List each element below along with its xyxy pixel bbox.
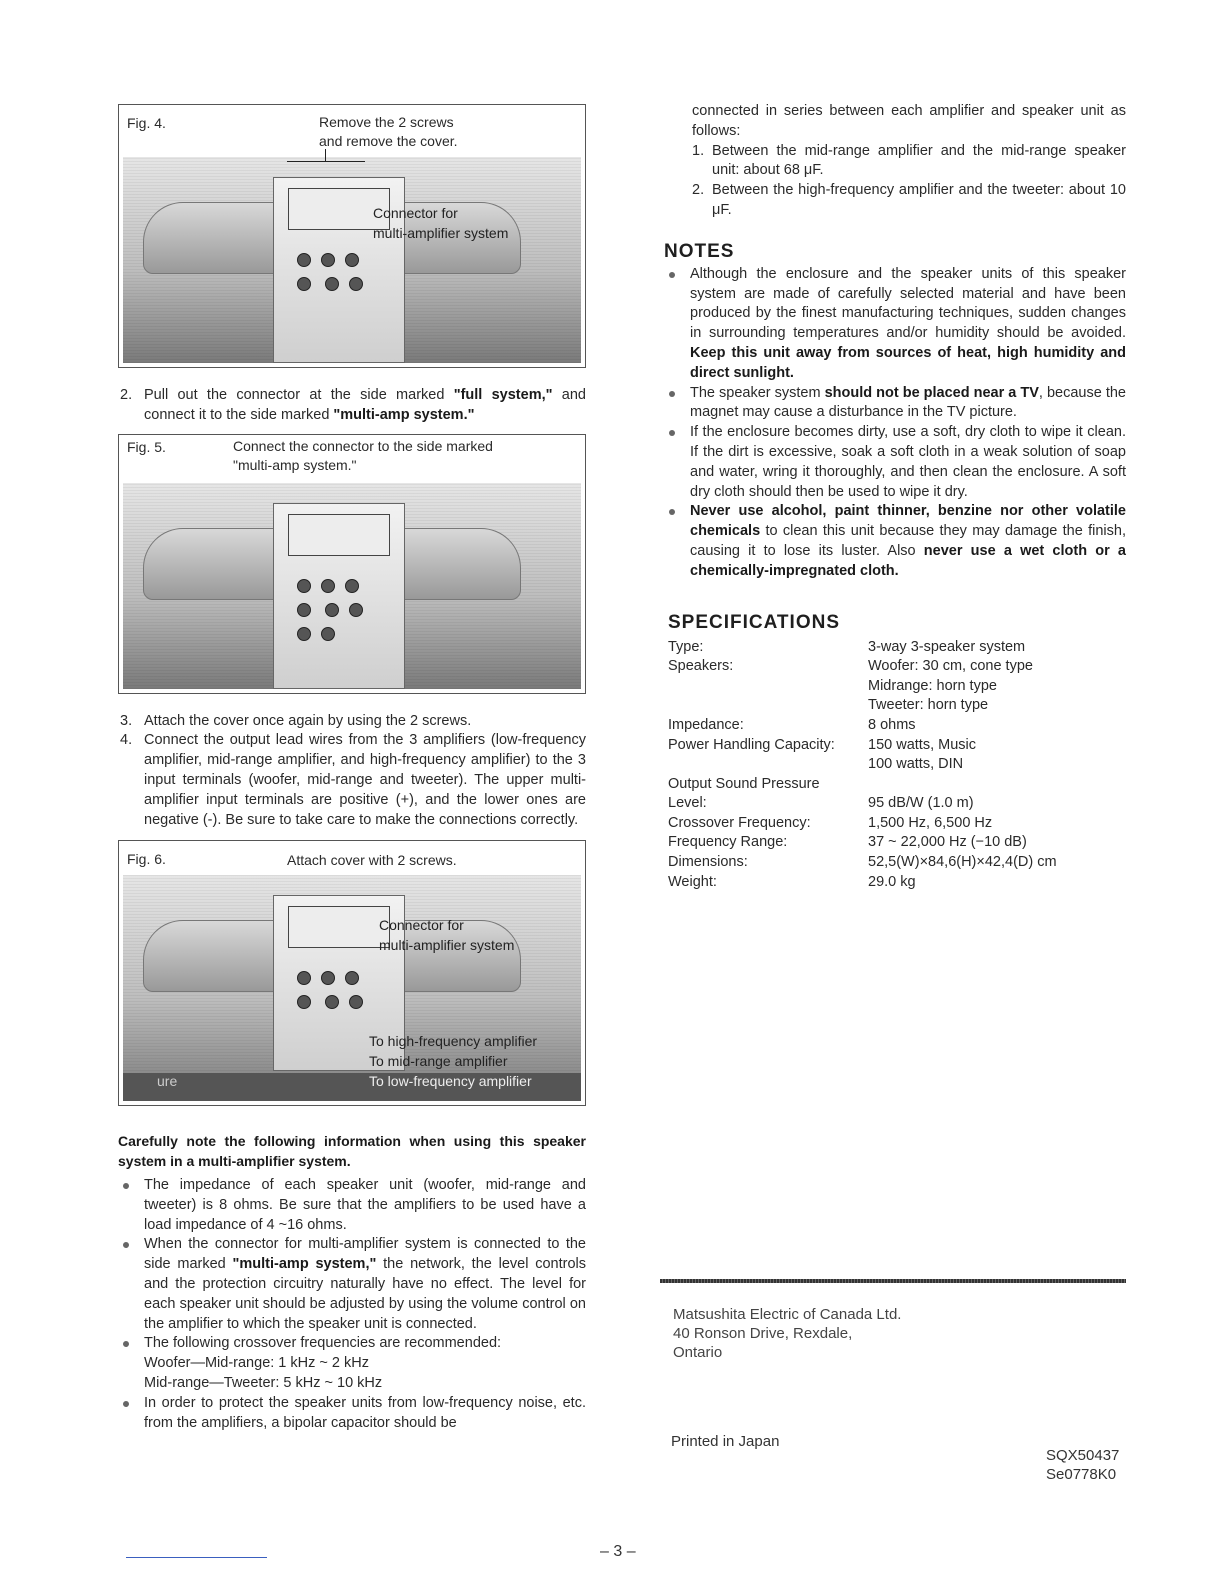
spec-key: Level: bbox=[668, 795, 707, 812]
figure-6-corner-text: ure bbox=[157, 1073, 178, 1090]
figure-6-amp-high: To high-frequency amplifier bbox=[369, 1033, 538, 1050]
continued-item-2: 2. Between the high-frequency amplifier and the tweeter: about 10 μF. bbox=[692, 182, 1126, 218]
figure-4-caption: Remove the 2 screws and remove the cover. bbox=[319, 114, 458, 149]
spec-key: Power Handling Capacity: bbox=[668, 736, 835, 753]
spec-value: 8 ohms bbox=[868, 716, 916, 733]
spec-key: Output Sound Pressure bbox=[668, 775, 820, 792]
spec-value: Tweeter: horn type bbox=[868, 697, 989, 714]
note-1: Although the enclosure and the speaker units of this speaker system are made of carefully selected material and have been produced by the finest manufacturing techniques, sudden changes in surrounding temperatures and/or humidity should be avoided. Keep this unit away from sources of heat, high humidity and direct sunlight. bbox=[664, 265, 1126, 384]
note-3: If the enclosure becomes dirty, use a soft, dry cloth to wipe it clean. If the dirt is excessive, soak a soft cloth in a weak solution of soap and water, wring it thoroughly, and then clean the enclosure. A soft dry cloth should then be used to wipe it dry. bbox=[664, 423, 1126, 502]
spec-row bbox=[668, 716, 1057, 736]
spec-value: 37 ~ 22,000 Hz (−10 dB) bbox=[868, 834, 1027, 851]
printed-in-japan: Printed in Japan bbox=[671, 1433, 780, 1450]
spec-row bbox=[668, 833, 1057, 853]
figure-5-photo bbox=[123, 483, 581, 689]
spec-value: 29.0 kg bbox=[868, 873, 916, 890]
spec-value: 52,5(W)×84,6(H)×42,4(D) cm bbox=[868, 854, 1057, 871]
figure-5 bbox=[118, 434, 586, 694]
spec-row bbox=[668, 853, 1057, 873]
spec-value: 150 watts, Music bbox=[868, 736, 976, 753]
continued-item-1: 1. Between the mid-range amplifier and the mid-range speaker unit: about 68 μF. bbox=[692, 142, 1126, 179]
spec-key: Weight: bbox=[668, 873, 717, 890]
spec-row bbox=[668, 657, 1057, 677]
spec-key: Type: bbox=[668, 638, 704, 655]
bottom-edge-line bbox=[126, 1557, 267, 1558]
spec-key: Dimensions: bbox=[668, 854, 748, 871]
step-4: 4. Connect the output lead wires from the 3 amplifiers (low-frequency amplifier, mid-range amplifier, and high-frequency amplifier) to the 3 input terminals (woofer, mid-range and tweeter). The upper multi-amplifier input terminals are positive (+), and the lower ones are negative (-). Be sure to take care to make the connections correctly. bbox=[120, 732, 586, 828]
spec-value bbox=[868, 775, 1057, 795]
spec-row bbox=[668, 677, 1057, 697]
spec-key: Impedance: bbox=[668, 716, 744, 733]
figure-6-amp-mid: To mid-range amplifier bbox=[369, 1053, 508, 1070]
figure-6 bbox=[118, 840, 586, 1106]
specifications-table bbox=[668, 638, 1057, 893]
spec-row bbox=[668, 814, 1057, 834]
footer-rule bbox=[660, 1279, 1126, 1283]
figure-6-photo bbox=[123, 875, 581, 1101]
spec-row bbox=[668, 794, 1057, 814]
spec-key bbox=[668, 677, 868, 697]
specifications-title: SPECIFICATIONS bbox=[668, 611, 840, 633]
spec-row bbox=[668, 638, 1057, 658]
spec-row bbox=[668, 873, 1057, 893]
figure-4 bbox=[118, 104, 586, 368]
figure-5-label: Fig. 5. bbox=[127, 438, 166, 455]
multi-amp-heading: Carefully note the following information when using this speaker system in a multi-amplifier system. bbox=[118, 1133, 586, 1170]
page-number: – 3 – bbox=[600, 1543, 636, 1560]
figure-4-photo bbox=[123, 157, 581, 363]
spec-value: 3-way 3-speaker system bbox=[868, 638, 1026, 655]
continued-intro: connected in series between each amplifier and speaker unit as follows: bbox=[692, 103, 1126, 139]
notes-title: NOTES bbox=[664, 240, 735, 262]
step-3: 3. Attach the cover once again by using the 2 screws. bbox=[120, 712, 472, 729]
figure-6-connector-label: Connector for multi-amplifier system bbox=[379, 917, 515, 954]
figure-5-caption: Connect the connector to the side marked "multi-amp system." bbox=[233, 437, 493, 473]
spec-key bbox=[668, 755, 868, 775]
figure-6-caption: Attach cover with 2 screws. bbox=[287, 852, 457, 869]
multi-amp-bullet-4: In order to protect the speaker units from low-frequency noise, etc. from the amplifiers, a bipolar capacitor should be bbox=[118, 1394, 586, 1434]
multi-amp-bullet-2: When the connector for multi-amplifier system is connected to the side marked "multi-amp system," the network, the level controls and the protection circuitry naturally have no effect. The level for each speaker unit should be adjusted by using the volume control on the amplifier to which the speaker unit is connected. bbox=[118, 1235, 586, 1334]
multi-amp-bullet-1: The impedance of each speaker unit (woofer, mid-range and tweeter) is 8 ohms. Be sure that the amplifiers to be used have a load impedance of 4 ~16 ohms. bbox=[118, 1176, 586, 1235]
spec-value: Midrange: horn type bbox=[868, 677, 997, 694]
figure-4-label: Fig. 4. bbox=[127, 115, 166, 131]
spec-row bbox=[668, 696, 1057, 716]
left-column bbox=[118, 104, 586, 1433]
figure-6-amp-low: To low-frequency amplifier bbox=[369, 1073, 532, 1090]
note-4: Never use alcohol, paint thinner, benzine nor other volatile chemicals to clean this unit because they may damage the finish, causing it to lose its luster. Also never use a wet cloth or a chemically-impregnated cloth. bbox=[664, 502, 1126, 581]
spec-value: 1,500 Hz, 6,500 Hz bbox=[868, 814, 993, 831]
spec-key: Speakers: bbox=[668, 658, 734, 675]
company-address: Matsushita Electric of Canada Ltd. 40 Ronson Drive, Rexdale, Ontario bbox=[673, 1306, 902, 1361]
spec-key bbox=[668, 696, 868, 716]
spec-key: Frequency Range: bbox=[668, 834, 788, 851]
note-2: The speaker system should not be placed near a TV, because the magnet may cause a disturbance in the TV picture. bbox=[664, 384, 1126, 424]
document-codes: SQX50437 Se0778K0 bbox=[1046, 1447, 1120, 1483]
spec-row bbox=[668, 736, 1057, 756]
spec-key: Crossover Frequency: bbox=[668, 814, 811, 831]
spec-value: 100 watts, DIN bbox=[868, 756, 964, 773]
spec-value: 95 dB/W (1.0 m) bbox=[868, 795, 974, 812]
multi-amp-bullet-3: The following crossover frequencies are recommended: Woofer—Mid-range: 1 kHz ~ 2 kHz Mid-range—Tweeter: 5 kHz ~ 10 kHz bbox=[118, 1334, 586, 1393]
figure-6-label: Fig. 6. bbox=[127, 851, 166, 868]
spec-row bbox=[668, 775, 1057, 795]
step-2: 2. Pull out the connector at the side marked "full system," and connect it to the side marked "multi-amp system." bbox=[120, 387, 586, 423]
figure-4-connector-label: Connector for multi-amplifier system bbox=[373, 205, 509, 241]
spec-value: Woofer: 30 cm, cone type bbox=[868, 658, 1033, 675]
spec-row bbox=[668, 755, 1057, 775]
right-column bbox=[664, 102, 1126, 892]
